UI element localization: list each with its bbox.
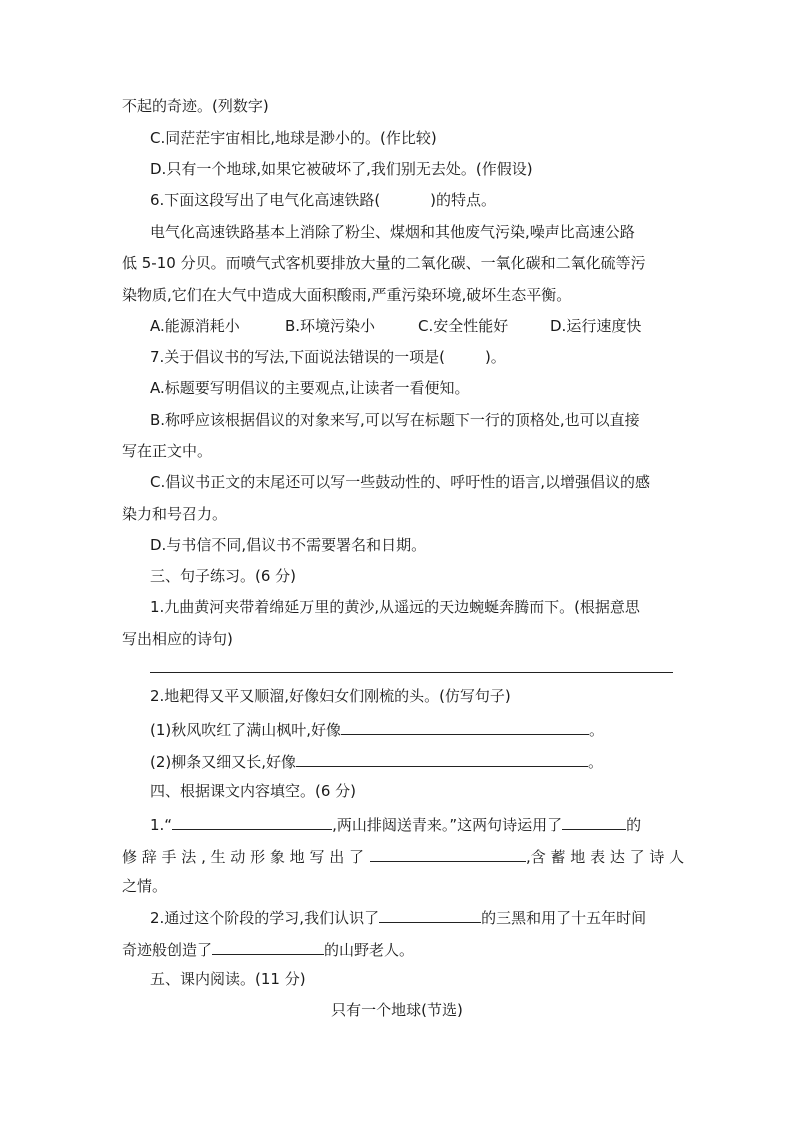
text-line: D.只有一个地球,如果它被破坏了,我们别无去处。(作假设) — [150, 160, 533, 178]
option-d: D.运行速度快 — [550, 317, 642, 335]
option-b: B.环境污染小 — [285, 317, 376, 335]
q6-text: 6.下面这段写出了电气化高速铁路( — [150, 191, 381, 209]
fill-text: 的三黑和用了十五年时间 — [481, 909, 647, 927]
text-line: 不起的奇迹。(列数字) — [122, 97, 269, 115]
answer-blank[interactable] — [341, 718, 589, 735]
fill-text: 的山野老人。 — [324, 941, 415, 959]
option-a: A.能源消耗小 — [150, 317, 240, 335]
answer-line[interactable] — [150, 672, 673, 673]
text-line: 2.地耙得又平又顺溜,好像妇女们刚梳的头。(仿写句子) — [150, 687, 511, 705]
passage-title: 只有一个地球(节选) — [331, 1001, 463, 1019]
fill-text: ,含 蓄 地 表 达 了 诗 人 — [526, 848, 685, 866]
question-7 — [150, 347, 506, 367]
options-6 — [150, 316, 670, 336]
fill-line — [150, 906, 646, 928]
passage-line: 染物质,它们在大气中造成大面积酸雨,严重污染环境,破坏生态平衡。 — [122, 286, 572, 304]
section-heading: 三、句子练习。(6 分) — [150, 567, 297, 585]
text-line: 之情。 — [122, 877, 168, 895]
answer-blank[interactable] — [370, 845, 526, 862]
answer-blank[interactable] — [172, 813, 332, 830]
fill-line — [150, 718, 604, 740]
section-heading: 四、根据课文内容填空。(6 分) — [150, 782, 357, 800]
fill-line — [122, 845, 684, 867]
fill-text: 1.“ — [150, 816, 173, 834]
passage-line: 电气化高速铁路基本上消除了粉尘、煤烟和其他废气污染,噪声比高速公路 — [150, 223, 635, 241]
answer-blank[interactable] — [296, 750, 588, 767]
answer-blank[interactable] — [212, 938, 324, 955]
fill-text: 修 辞 手 法 , 生 动 形 象 地 写 出 了 — [122, 848, 364, 866]
fill-text: 的 — [626, 816, 642, 834]
fill-text: 。 — [588, 753, 604, 771]
fill-text: 。 — [589, 721, 605, 739]
text-line: C.同茫茫宇宙相比,地球是渺小的。(作比较) — [150, 129, 437, 147]
option-c: C.安全性能好 — [418, 317, 509, 335]
text-line: 1.九曲黄河夹带着绵延万里的黄沙,从遥远的天边蜿蜒奔腾而下。(根据意思 — [150, 598, 640, 616]
text-line: 染力和号召力。 — [122, 505, 228, 523]
fill-line — [122, 938, 414, 960]
text-line: C.倡议书正文的末尾还可以写一些鼓动性的、呼吁性的语言,以增强倡议的感 — [150, 473, 651, 491]
answer-blank[interactable] — [562, 813, 626, 830]
text-line: B.称呼应该根据倡议的对象来写,可以写在标题下一行的顶格处,也可以直接 — [150, 411, 640, 429]
fill-text: (1)秋风吹红了满山枫叶,好像 — [150, 721, 342, 739]
fill-line — [150, 750, 603, 772]
text-line: A.标题要写明倡议的主要观点,让读者一看便知。 — [150, 379, 470, 397]
fill-text: 奇迹般创造了 — [122, 941, 213, 959]
q7-text: )。 — [484, 348, 506, 366]
answer-blank[interactable] — [379, 906, 481, 923]
text-line: 写出相应的诗句) — [122, 630, 233, 648]
question-6 — [150, 190, 496, 210]
q7-text: 7.关于倡议书的写法,下面说法错误的一项是( — [150, 348, 445, 366]
q6-text: )的特点。 — [430, 191, 497, 209]
section-heading: 五、课内阅读。(11 分) — [150, 970, 306, 988]
text-line: D.与书信不同,倡议书不需要署名和日期。 — [150, 536, 427, 554]
passage-line: 低 5-10 分贝。而喷气式客机要排放大量的二氧化碳、一氧化碳和二氧化硫等污 — [122, 254, 646, 272]
text-line: 写在正文中。 — [122, 442, 213, 460]
fill-text: 2.通过这个阶段的学习,我们认识了 — [150, 909, 380, 927]
fill-text: (2)柳条又细又长,好像 — [150, 753, 297, 771]
fill-text: ,两山排闼送青来。”这两句诗运用了 — [332, 816, 563, 834]
fill-line — [150, 813, 641, 835]
